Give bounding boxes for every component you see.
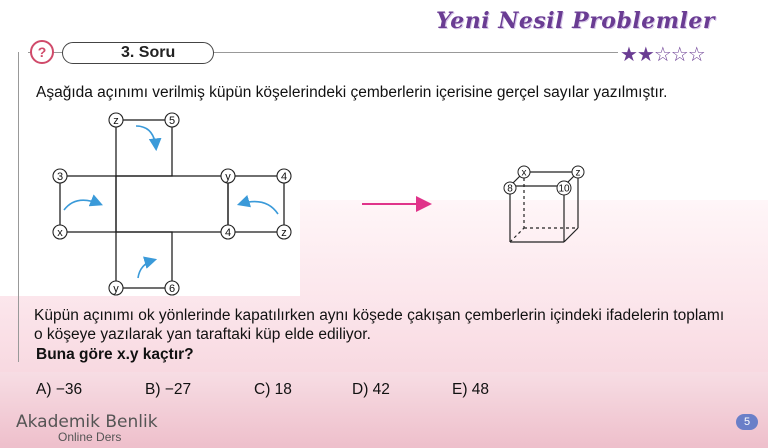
net-label: 3 [56,171,64,183]
question-number-label: 3. Soru [62,42,214,64]
page-number-badge: 5 [736,414,758,430]
arrow-left [64,200,100,210]
net-label: 4 [280,171,288,183]
net-label: 6 [168,283,176,295]
series-title: Yeni Nesil Problemler [436,8,715,34]
question-prompt: Buna göre x.y kaçtır? [36,346,194,363]
net-label: x [57,227,63,239]
cube-label: 8 [507,183,513,195]
net-label: z [281,227,287,239]
question-badge-icon: ? [30,40,54,64]
net-label: y [225,171,231,183]
choice-c[interactable]: C) 18 [254,381,292,398]
choice-a[interactable]: A) −36 [36,381,83,398]
arrow-top [136,126,156,148]
empty-star-icon: ☆☆☆ [653,44,705,66]
fold-arrows [64,126,278,278]
net-label: y [113,283,119,295]
net-label: 4 [224,227,232,239]
brand-logo: Akademik Benlik [16,412,158,432]
cube-label: 10 [558,183,570,195]
filled-star-icon: ★★ [620,44,654,66]
net-square-right [228,176,284,232]
choice-e[interactable]: E) 48 [452,381,490,398]
net-square-left [60,176,116,232]
explanation-text: Küpün açınımı ok yönlerinde kapatılırken aynı köşede çakışan çemberlerin içindeki ifadelerin toplamı o köşeye yazılarak yan taraftaki küp elde ediliyor. [34,307,725,343]
intro-text: Aşağıda açınımı verilmiş küpün köşelerindeki çemberlerin içerisine gerçel sayılar yazılmıştır. [36,84,668,101]
brand-subtitle: Online Ders [58,430,122,444]
net-label: z [113,115,119,127]
cube-label: x [521,167,527,179]
arrow-bottom [138,260,154,278]
net-label: 5 [168,115,176,127]
arrow-right [240,202,278,214]
net-square-top [116,120,172,176]
cube-label: z [575,167,581,179]
choice-b[interactable]: B) −27 [145,381,192,398]
net-edges [60,120,284,288]
net-square-center [116,176,228,232]
net-square-bottom [116,232,172,288]
choice-d[interactable]: D) 42 [352,381,390,398]
